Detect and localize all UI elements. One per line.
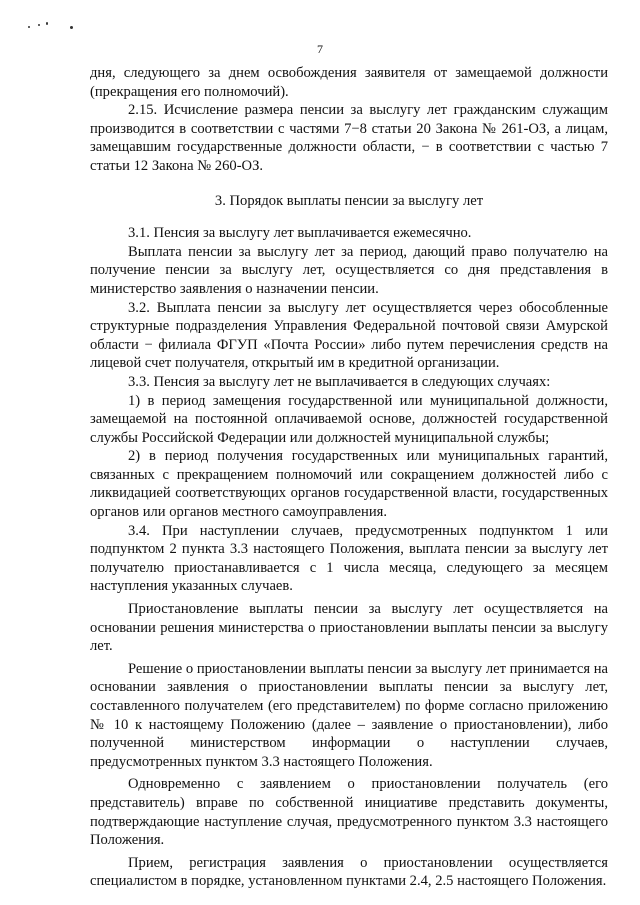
paragraph-suspension-basis: Приостановление выплаты пенсии за выслугу лет осуществляется на основании решения министерства о приостановлении выплаты пенсии за выслугу лет. — [90, 601, 608, 655]
paragraph-registration: Прием, регистрация заявления о приостановлении осуществляется специалистом в порядке, установленном пунктами 2.4, 2.5 настоящего Положения. — [90, 854, 608, 890]
paragraph-3-1: 3.1. Пенсия за выслугу лет выплачивается ежемесячно. — [128, 225, 472, 242]
paragraph-3-3-item-1: 1) в период замещения государственной или муниципальной должности, замещаемой на постоянной оплачиваемой основе, должностей государственной службы Российской Федерации или должностей муниципальной службы; — [90, 392, 608, 446]
paragraph-3-3-item-2: 2) в период получения государственных или муниципальных гарантий, связанных с прекращением полномочий или сокращением должностей либо с ликвидацией соответствующих органов государственной власти, государственных органов или органов местного самоуправления. — [90, 448, 608, 521]
paragraph-continuation: дня, следующего за днем освобождения заявителя от замещаемой должности (прекращения его полномочий). — [90, 65, 608, 100]
document-body — [90, 64, 608, 891]
page-number: 7 — [317, 42, 323, 56]
paragraph-3-2: 3.2. Выплата пенсии за выслугу лет осуществляется через обособленные структурные подразделения Управления Федеральной почтовой связи Амурской области − филиала ФГУП «Почта России» либо путем перечисления средств на лицевой счет получателя, открытый им в кредитной организации. — [90, 299, 608, 372]
paragraph-suspension-decision: Решение о приостановлении выплаты пенсии за выслугу лет принимается на основании заявления о приостановлении выплаты пенсии за выслугу лет, составленного получателем (его представителем) по форме согласно приложению № 10 к настоящему Положению (далее – заявление о приостановлении), либо полученной министерством информации о наступлении случаев, предусмотренных пунктом 3.3 настоящего Положения. — [90, 660, 608, 770]
paragraph-3-3: 3.3. Пенсия за выслугу лет не выплачивается в следующих случаях: — [128, 373, 551, 390]
paragraph-supporting-documents: Одновременно с заявлением о приостановлении получатель (его представитель) вправе по собственной инициативе представить документы, подтверждающие наступление случая, предусмотренного пунктом 3.3 настоящего Положения. — [90, 776, 608, 849]
paragraph-3-4: 3.4. При наступлении случаев, предусмотренных подпунктом 1 или подпунктом 2 пункта 3.3 настоящего Положения, выплата пенсии за выслугу лет получателю приостанавливается с 1 числа месяца, следующего за месяцем наступления указанных случаев. — [90, 522, 608, 595]
section-heading: 3. Порядок выплаты пенсии за выслугу лет — [214, 192, 484, 209]
paragraph-2-15: 2.15. Исчисление размера пенсии за выслугу лет гражданским служащим производится в соответствии с частями 7−8 статьи 20 Закона № 261-ОЗ, а лицам, замещавшим государственные должности области, − в соответствии с частью 7 статьи 12 Закона № 260-ОЗ. — [90, 102, 608, 174]
paragraph-payment-period: Выплата пенсии за выслугу лет за период, дающий право получателю на получение пенсии за выслугу лет, осуществляется со дня представления в министерство заявления о назначении пенсии. — [90, 243, 608, 297]
